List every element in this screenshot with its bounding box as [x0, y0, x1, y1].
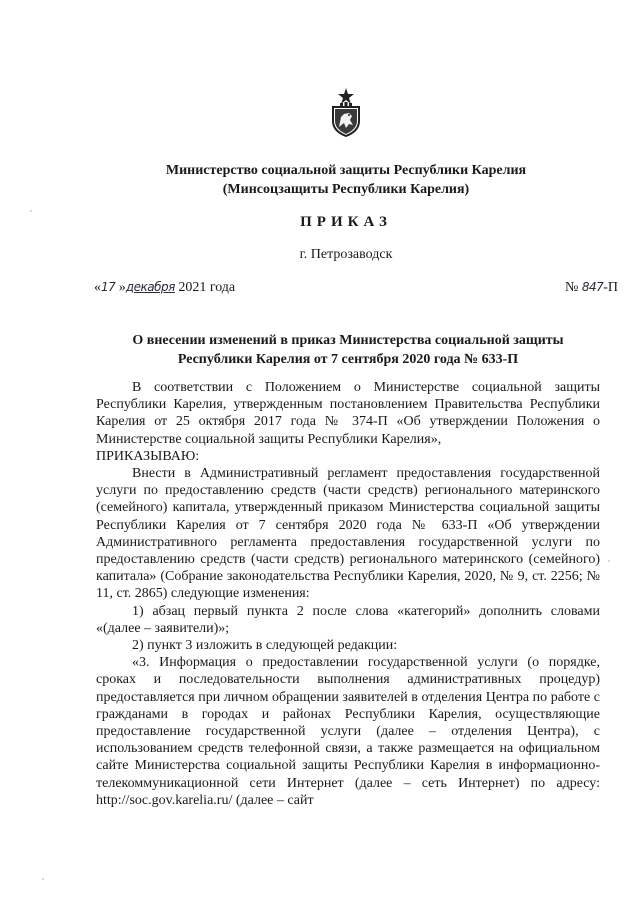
ministry-name	[96, 161, 596, 199]
coat-of-arms-emblem	[328, 87, 364, 137]
ministry-name-line: Министерство социальной защиты Республики Карелия	[165, 163, 527, 178]
number-sign: №	[564, 280, 579, 295]
subject-line: Республики Карелия от 7 сентября 2020 года № 633-П	[177, 352, 519, 367]
body-paragraph: Внести в Административный регламент предоставления государственной услуги по предоставлению средств (части средств) регионального материнского (семейного) капитала, утвержденный приказом Министерства социальной защиты Республики Карелия от 7 сентября 2020 года № 633-П «Об утверждении Административного регламента предоставления государственной услуги по предоставлению средств (части средств) регионального материнского (семейного) капитала» (Собрание законодательства Республики Карелия, 2020, № 9, ст. 2256; № 11, ст. 2865) следующие изменения:	[96, 466, 600, 602]
scan-speck	[42, 878, 44, 880]
order-number-suffix: -П	[603, 280, 618, 295]
handwritten-order-number: 847	[581, 280, 604, 294]
body-paragraph: 1) абзац первый пункта 2 после слова «категорий» дополнить словами «(далее – заявители)»;	[96, 603, 600, 636]
body-paragraph: «3. Информация о предоставлении государственной услуги (о порядке, сроках и последовательности выполнения административных процедур) предоставляется при личном обращении заявителей в отделения Центра по работе с гражданами в городах и районах Республики Карелия, осуществляющие предоставление государственной услуги (далее – отделения Центра), с использованием средств телефонной связи, а также размещается на официальном сайте Министерства социальной защиты Республики Карелия в информационно-телекоммуникационной сети Интернет (далее – сеть Интернет) по адресу: http://soc.gov.karelia.ru/ (далее – сайт	[96, 655, 600, 808]
order-directive: ПРИКАЗЫВАЮ:	[96, 448, 200, 464]
order-number-line	[565, 280, 618, 296]
ministry-short-name-line: (Минсоцзащиты Республики Карелия)	[222, 182, 470, 197]
city-line: г. Петрозаводск	[299, 247, 393, 262]
date-year-text: 2021 года	[178, 280, 236, 295]
order-body	[96, 379, 600, 809]
scan-speck	[608, 560, 610, 562]
handwritten-month: декабря	[125, 280, 175, 294]
date-line	[94, 280, 235, 296]
order-subject-heading	[96, 331, 600, 369]
scan-speck	[30, 210, 32, 212]
date-open-quote: «	[94, 280, 101, 295]
document-type-title: ПРИКАЗ	[300, 214, 392, 230]
handwritten-day: 17	[101, 280, 116, 294]
subject-line: О внесении изменений в приказ Министерства социальной защиты	[132, 333, 564, 348]
body-paragraph: В соответствии с Положением о Министерстве социальной защиты Республики Карелия, утвержденным постановлением Правительства Республики Карелия от 25 октября 2017 года № 374-П «Об утверждении Положения о Министерстве социальной защиты Республики Карелия»,	[96, 380, 600, 447]
body-paragraph: 2) пункт 3 изложить в следующей редакции:	[132, 638, 398, 654]
date-close-quote: »	[118, 280, 126, 295]
